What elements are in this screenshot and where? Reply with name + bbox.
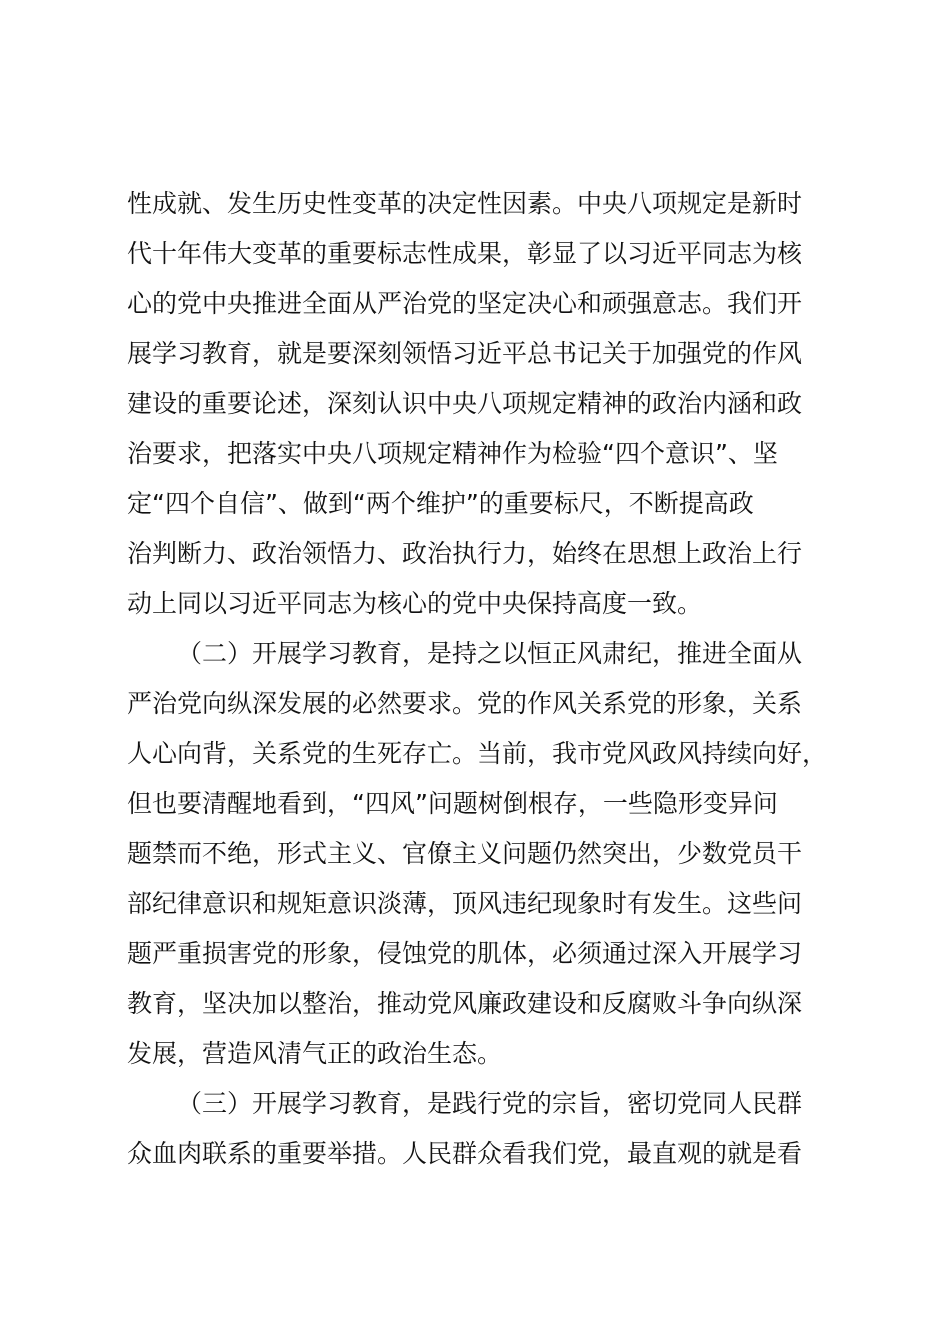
text-line: 部纪律意识和规矩意识淡薄，顶风违纪现象时有发生。这些问 [127, 889, 803, 918]
text-line: 严治党向纵深发展的必然要求。党的作风关系党的形象，关系 [127, 689, 803, 718]
text-line: 建设的重要论述，深刻认识中央八项规定精神的政治内涵和政 [127, 389, 803, 418]
text-line: 代十年伟大变革的重要标志性成果，彰显了以习近平同志为核 [127, 239, 803, 268]
text-line: 发展，营造风清气正的政治生态。 [127, 1039, 503, 1068]
text-line: 展学习教育，就是要深刻领悟习近平总书记关于加强党的作风 [127, 339, 803, 368]
text-line: 治判断力、政治领悟力、政治执行力，始终在思想上政治上行 [127, 539, 803, 568]
text-line: 题严重损害党的形象，侵蚀党的肌体，必须通过深入开展学习 [127, 939, 803, 968]
text-line: 教育，坚决加以整治，推动党风廉政建设和反腐败斗争向纵深 [127, 989, 803, 1018]
paragraph-start-line: （三）开展学习教育，是践行党的宗旨，密切党同人民群 [177, 1089, 803, 1118]
text-line: 心的党中央推进全面从严治党的坚定决心和顽强意志。我们开 [127, 289, 803, 318]
paragraph-start-line: （二）开展学习教育，是持之以恒正风肃纪，推进全面从 [177, 639, 803, 668]
text-line: 但也要清醒地看到，“四风”问题树倒根存，一些隐形变异问 [127, 789, 778, 818]
text-line: 动上同以习近平同志为核心的党中央保持高度一致。 [127, 589, 703, 618]
text-line: 性成就、发生历史性变革的决定性因素。中央八项规定是新时 [127, 189, 803, 218]
text-line: 人心向背，关系党的生死存亡。当前，我市党风政风持续向好， [127, 739, 828, 768]
text-line: 治要求，把落实中央八项规定精神作为检验“四个意识”、坚 [127, 439, 778, 468]
text-line: 众血肉联系的重要举措。人民群众看我们党，最直观的就是看 [127, 1139, 803, 1168]
text-line: 题禁而不绝，形式主义、官僚主义问题仍然突出，少数党员干 [127, 839, 803, 868]
text-line: 定“四个自信”、做到“两个维护”的重要标尺，不断提高政 [127, 489, 754, 518]
